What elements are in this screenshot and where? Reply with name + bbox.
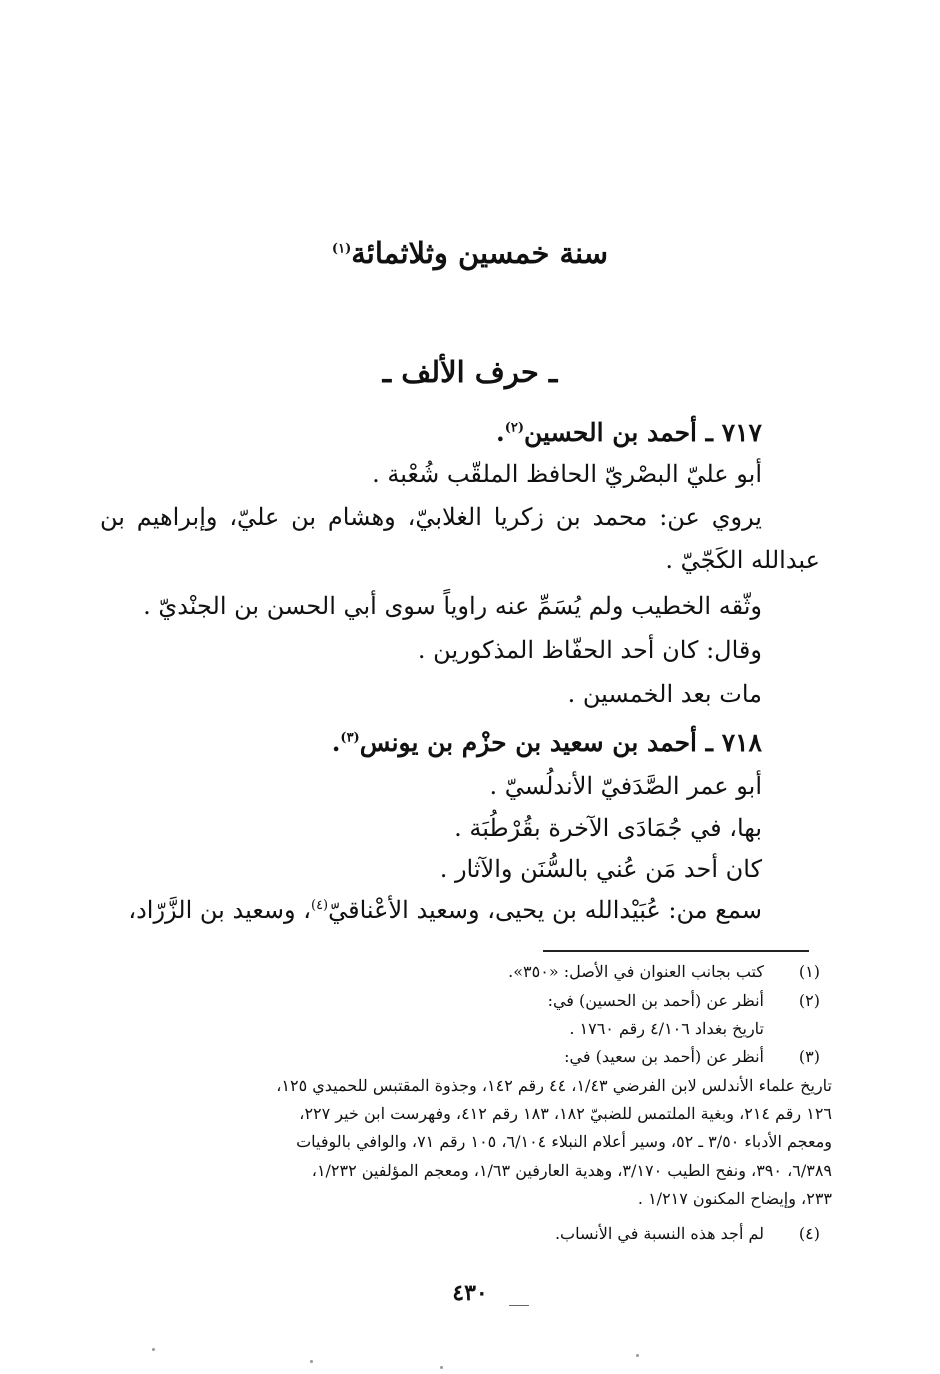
entry-717-end: .	[496, 418, 505, 447]
footnote-ref-3: (٣)	[340, 730, 360, 746]
entry-718-line-part: ، وسعيد بن الزَّرّاد،	[128, 896, 311, 924]
entry-717-line: يروي عن: محمد بن زكريا الغلابيّ، وهشام بن عليّ، وإبراهيم بن	[100, 503, 762, 531]
scan-mark	[509, 1305, 529, 1306]
footnote-number: (٢)	[798, 991, 820, 1010]
year-heading	[0, 236, 940, 270]
section-heading: ـ حرف الألف ـ	[382, 355, 558, 389]
scan-speck	[636, 1354, 639, 1357]
footnote-text: كتب بجانب العنوان في الأصل: «٣٥٠».	[508, 962, 764, 981]
year-heading-text: سنة خمسين وثلاثمائة	[351, 236, 609, 270]
scan-speck	[152, 1348, 155, 1351]
footnote-text: ٢٣٣، وإيضاح المكنون ١/٢١٧ .	[637, 1189, 832, 1208]
footnote-text: لم أجد هذه النسبة في الأنساب.	[554, 1224, 764, 1243]
entry-718-line: بها، في جُمَادَى الآخرة بقُرْطُبَة .	[454, 814, 762, 842]
footnote-ref-2: (٢)	[504, 420, 525, 436]
footnote-ref-1: (١)	[331, 241, 352, 257]
footnote-text: ٦/٣٨٩، ٣٩٠، ونفح الطيب ٣/١٧٠، وهدية العارفين ١/٦٣، ومعجم المؤلفين ١/٢٣٢،	[311, 1161, 832, 1180]
entry-718-line-part: سمع من: عُبَيْدالله بن يحيى، وسعيد الأعْناقيّ	[328, 896, 762, 924]
entry-717-line: مات بعد الخمسين .	[567, 680, 762, 708]
footnote-divider	[543, 950, 809, 952]
entry-717-line: أبو عليّ البصْريّ الحافظ الملقّب شُعْبة .	[372, 460, 762, 488]
scan-speck	[310, 1360, 313, 1363]
footnote-text: ومعجم الأدباء ٣/٥٠ ـ ٥٢، وسير أعلام النبلاء ٦/١٠٤، ١٠٥ رقم ٧١، والوافي بالوفيات	[296, 1132, 832, 1151]
footnote-number: (٣)	[798, 1047, 820, 1066]
entry-718-line: أبو عمر الصَّدَفيّ الأندلُسيّ .	[489, 772, 762, 800]
entry-717-line: عبدالله الكَجّيّ .	[665, 546, 820, 574]
footnote-number: (١)	[798, 962, 820, 981]
footnote-text: تاريخ علماء الأندلس لابن الفرضي ١/٤٣، ٤٤ رقم ١٤٢، وجذوة المقتبس للحميدي ١٢٥،	[276, 1076, 832, 1095]
entry-717-line: وثّقه الخطيب ولم يُسَمِّ عنه راوياً سوى أبي الحسن بن الجنْديّ .	[143, 592, 762, 620]
footnote-number: (٤)	[798, 1224, 820, 1243]
footnote-text: أنظر عن (أحمد بن سعيد) في:	[564, 1047, 764, 1066]
scan-speck	[440, 1366, 443, 1369]
entry-718-name: ٧١٨ ـ أحمد بن سعيد بن حزْم بن يونس	[359, 728, 762, 757]
entry-718-heading	[332, 728, 762, 757]
footnote-ref-4: (٤)	[310, 898, 329, 913]
page-number: ٤٣٠	[452, 1280, 488, 1306]
entry-717-heading	[496, 418, 762, 447]
entry-717-name: ٧١٧ ـ أحمد بن الحسين	[524, 418, 762, 447]
footnote-text: ١٢٦ رقم ٢١٤، وبغية الملتمس للضبيّ ١٨٢، ١٨٣ رقم ٤١٢، وفهرست ابن خير ٢٢٧،	[299, 1104, 832, 1123]
entry-718-line: كان أحد مَن عُني بالسُّنَن والآثار .	[439, 855, 762, 883]
entry-717-line: وقال: كان أحد الحفّاظ المذكورين .	[417, 636, 762, 664]
entry-718-line	[128, 896, 762, 924]
entry-718-end: .	[331, 728, 341, 757]
footnote-text: تاريخ بغداد ٤/١٠٦ رقم ١٧٦٠ .	[569, 1019, 764, 1038]
footnote-text: أنظر عن (أحمد بن الحسين) في:	[547, 991, 764, 1010]
